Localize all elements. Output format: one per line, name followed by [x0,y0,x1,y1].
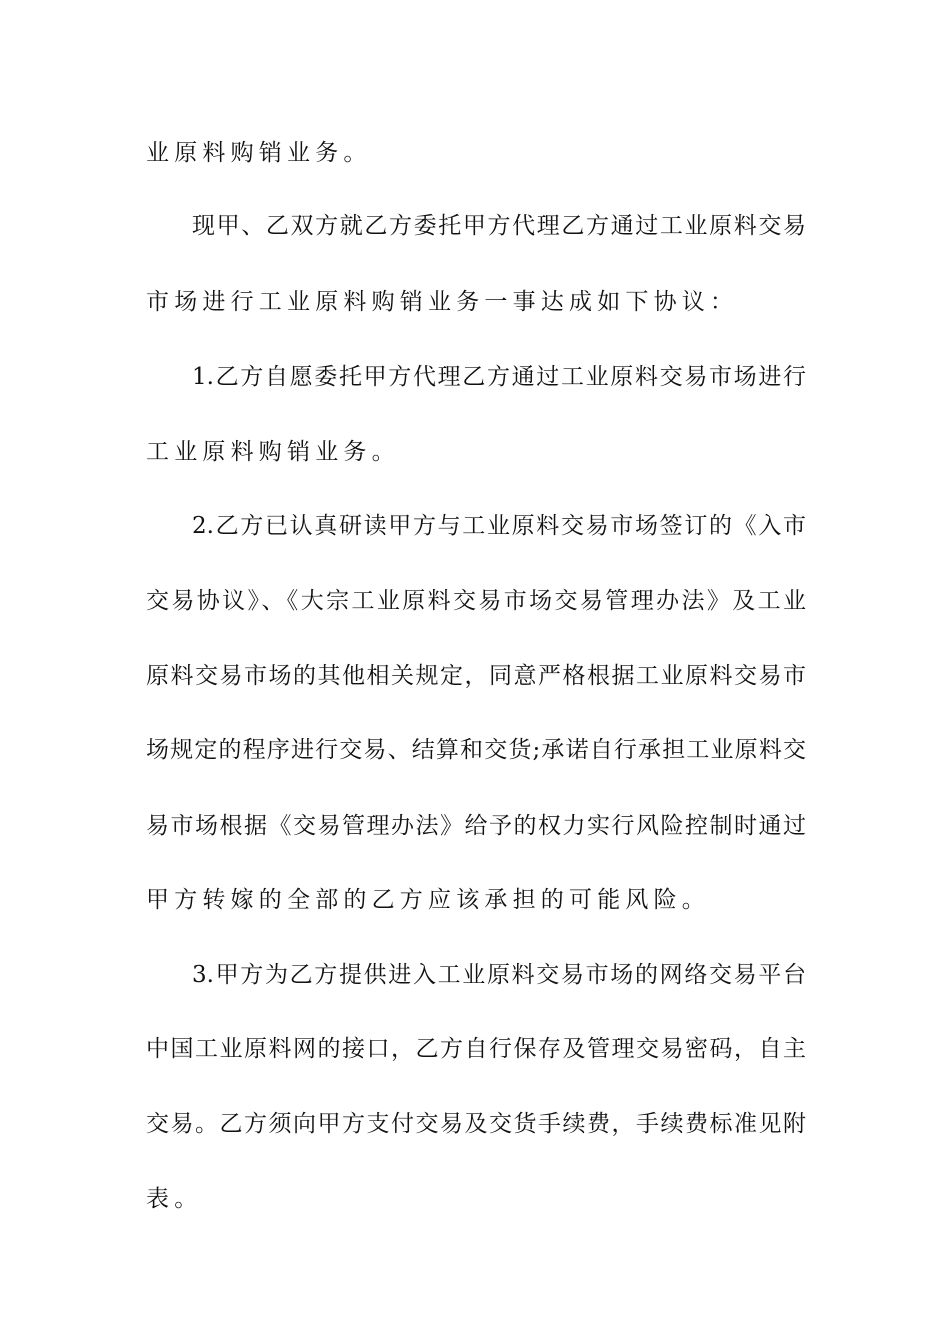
paragraph-line: 易市场根据《交易管理办法》给予的权力实行风险控制时通过 [146,813,806,839]
paragraph-line: 2.乙方已认真研读甲方与工业原料交易市场签订的《入市 [192,513,806,539]
paragraph-line: 交易。乙方须向甲方支付交易及交货手续费，手续费标准见附 [146,1111,806,1137]
paragraph-line: 市场进行工业原料购销业务一事达成如下协议： [146,289,739,315]
paragraph-line: 甲方转嫁的全部的乙方应该承担的可能风险。 [146,887,710,913]
paragraph-line: 原料交易市场的其他相关规定，同意严格根据工业原料交易市 [146,663,806,689]
paragraph-line: 场规定的程序进行交易、结算和交货;承诺自行承担工业原料交 [146,737,806,763]
paragraph-line: 1.乙方自愿委托甲方代理乙方通过工业原料交易市场进行 [192,364,806,390]
paragraph-line: 工业原料购销业务。 [146,439,400,465]
paragraph-line: 3.甲方为乙方提供进入工业原料交易市场的网络交易平台 [192,962,806,988]
paragraph-line: 交易协议》、《大宗工业原料交易市场交易管理办法》及工业 [146,588,806,614]
paragraph-line: 业原料购销业务。 [146,140,372,166]
paragraph-line: 现甲、乙双方就乙方委托甲方代理乙方通过工业原料交易 [192,213,806,239]
paragraph-line: 中国工业原料网的接口，乙方自行保存及管理交易密码，自主 [146,1036,806,1062]
paragraph-line: 表。 [146,1186,203,1212]
